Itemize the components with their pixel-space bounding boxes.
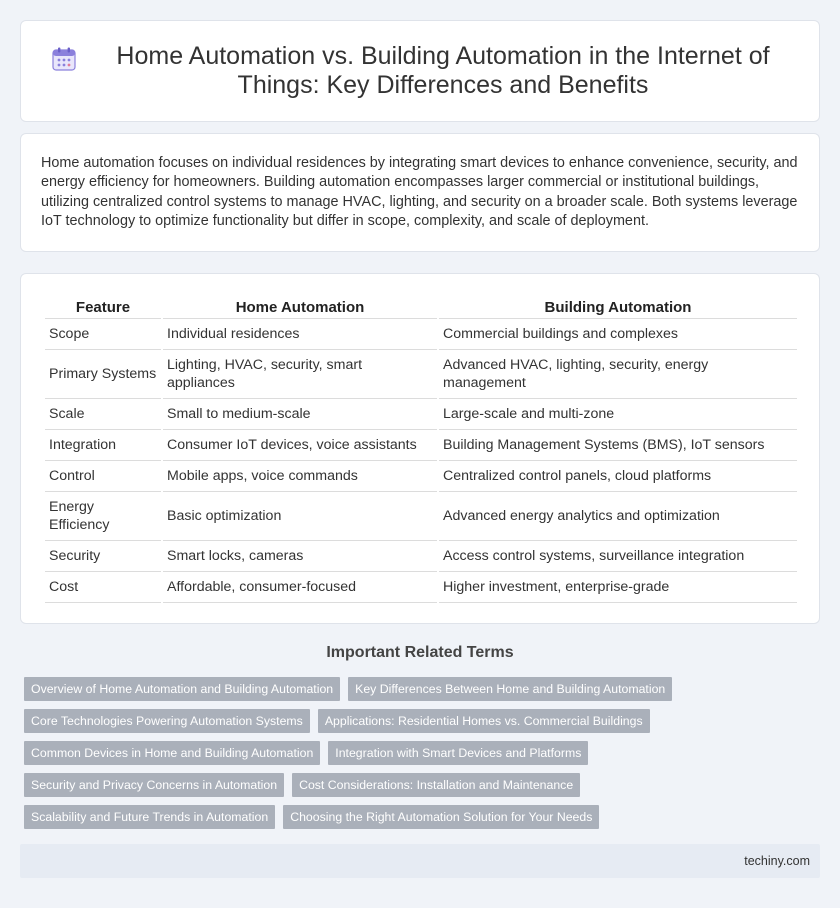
related-term-tag[interactable]: Key Differences Between Home and Building Automation bbox=[348, 677, 672, 701]
comparison-card bbox=[20, 273, 820, 624]
table-row bbox=[45, 430, 797, 461]
building-cell: Commercial buildings and complexes bbox=[439, 319, 797, 350]
home-cell: Individual residences bbox=[163, 319, 437, 350]
title-wrap bbox=[21, 21, 819, 121]
related-term-tag[interactable]: Core Technologies Powering Automation Systems bbox=[24, 709, 310, 733]
table-row bbox=[45, 461, 797, 492]
related-term-tag[interactable]: Cost Considerations: Installation and Maintenance bbox=[292, 773, 580, 797]
feature-cell: Control bbox=[45, 461, 161, 492]
related-terms-title: Important Related Terms bbox=[326, 644, 514, 661]
header-feature: Feature bbox=[45, 294, 161, 319]
page-title: Home Automation vs. Building Automation in the Internet of Things: Key Differences and Benefits bbox=[116, 42, 770, 99]
related-terms-list bbox=[24, 677, 824, 837]
feature-cell: Energy Efficiency bbox=[45, 492, 161, 541]
header-building-automation: Building Automation bbox=[439, 294, 797, 319]
building-cell: Advanced energy analytics and optimization bbox=[439, 492, 797, 541]
related-term-tag[interactable]: Scalability and Future Trends in Automation bbox=[24, 805, 275, 829]
table-row bbox=[45, 492, 797, 541]
building-cell: Building Management Systems (BMS), IoT sensors bbox=[439, 430, 797, 461]
building-cell: Access control systems, surveillance integration bbox=[439, 541, 797, 572]
home-cell: Lighting, HVAC, security, smart appliances bbox=[163, 350, 437, 399]
related-term-tag[interactable]: Applications: Residential Homes vs. Commercial Buildings bbox=[318, 709, 650, 733]
home-cell: Mobile apps, voice commands bbox=[163, 461, 437, 492]
home-cell: Basic optimization bbox=[163, 492, 437, 541]
building-cell: Advanced HVAC, lighting, security, energy management bbox=[439, 350, 797, 399]
feature-cell: Security bbox=[45, 541, 161, 572]
table-row bbox=[45, 399, 797, 430]
feature-cell: Scale bbox=[45, 399, 161, 430]
title-card bbox=[20, 20, 820, 122]
feature-cell: Primary Systems bbox=[45, 350, 161, 399]
building-cell: Higher investment, enterprise-grade bbox=[439, 572, 797, 603]
table-row bbox=[45, 350, 797, 399]
home-cell: Consumer IoT devices, voice assistants bbox=[163, 430, 437, 461]
related-term-tag[interactable]: Security and Privacy Concerns in Automation bbox=[24, 773, 284, 797]
tag-row bbox=[24, 709, 824, 733]
table-row bbox=[45, 541, 797, 572]
tag-row bbox=[24, 677, 824, 701]
building-cell: Large-scale and multi-zone bbox=[439, 399, 797, 430]
related-term-tag[interactable]: Overview of Home Automation and Building Automation bbox=[24, 677, 340, 701]
intro-paragraph: Home automation focuses on individual residences by integrating smart devices to enhance convenience, security, and energy efficiency for homeowners. Building automation encompasses larger commercial or institutional buildings, utilizing centralized control systems to manage HVAC, lighting, and security on a broader scale. Both systems leverage IoT technology to optimize functionality but differ in scope, complexity, and scale of deployment. bbox=[41, 155, 798, 230]
related-term-tag[interactable]: Common Devices in Home and Building Automation bbox=[24, 741, 320, 765]
calendar-icon bbox=[51, 46, 77, 72]
intro-card bbox=[20, 133, 820, 252]
tag-row bbox=[24, 773, 824, 797]
comparison-table bbox=[43, 294, 799, 603]
home-cell: Smart locks, cameras bbox=[163, 541, 437, 572]
feature-cell: Scope bbox=[45, 319, 161, 350]
footer-brand[interactable]: techiny.com bbox=[744, 854, 810, 868]
table-row bbox=[45, 319, 797, 350]
feature-cell: Cost bbox=[45, 572, 161, 603]
table-header-row bbox=[45, 294, 797, 319]
feature-cell: Integration bbox=[45, 430, 161, 461]
footer bbox=[20, 844, 820, 878]
related-term-tag[interactable]: Choosing the Right Automation Solution for Your Needs bbox=[283, 805, 599, 829]
table-row bbox=[45, 572, 797, 603]
related-term-tag[interactable]: Integration with Smart Devices and Platforms bbox=[328, 741, 588, 765]
home-cell: Small to medium-scale bbox=[163, 399, 437, 430]
header-home-automation: Home Automation bbox=[163, 294, 437, 319]
tag-row bbox=[24, 805, 824, 829]
home-cell: Affordable, consumer-focused bbox=[163, 572, 437, 603]
building-cell: Centralized control panels, cloud platforms bbox=[439, 461, 797, 492]
tag-row bbox=[24, 741, 824, 765]
